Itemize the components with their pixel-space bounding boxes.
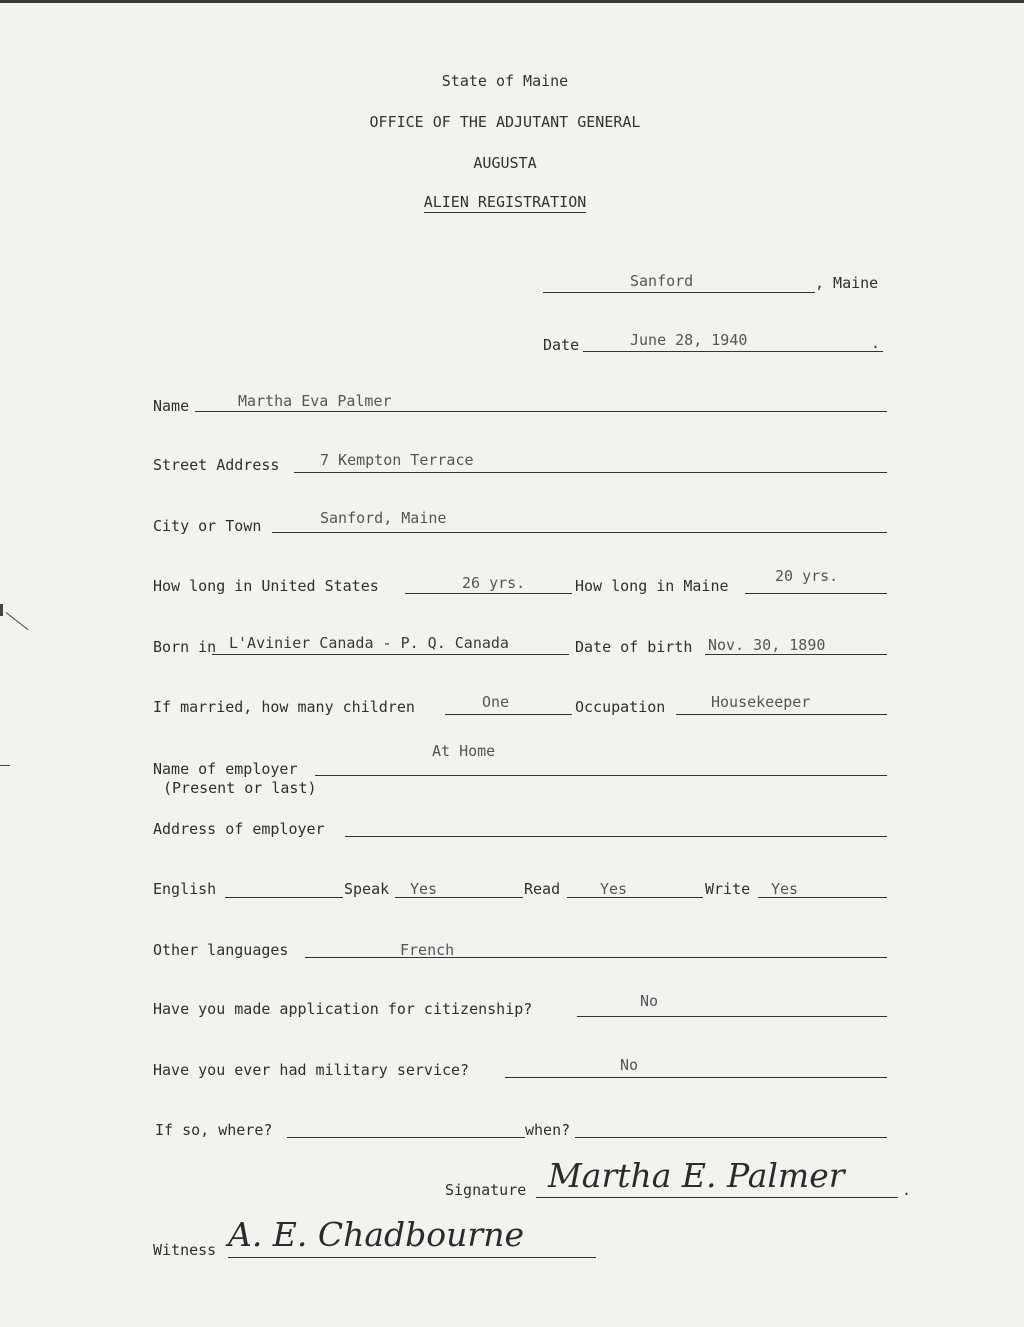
write-value: Yes	[771, 880, 799, 898]
street-label: Street Address	[153, 456, 280, 474]
signature-value: Martha E. Palmer	[548, 1156, 845, 1195]
born-label: Born in	[153, 638, 217, 656]
date-line	[583, 351, 883, 352]
signature-line	[536, 1197, 898, 1198]
write-label: Write	[705, 880, 751, 898]
name-value: Martha Eva Palmer	[238, 392, 392, 410]
occupation-line	[676, 714, 887, 715]
other-languages-label: Other languages	[153, 941, 289, 959]
date-label: Date	[543, 336, 580, 354]
other-languages-line	[305, 957, 887, 958]
maine-years-line	[745, 593, 887, 594]
witness-label: Witness	[153, 1241, 217, 1259]
employer-address-label: Address of employer	[153, 820, 325, 838]
street-line	[294, 472, 887, 473]
name-label: Name	[153, 397, 190, 415]
us-years-value: 26 yrs.	[462, 574, 526, 592]
dob-label: Date of birth	[575, 638, 693, 656]
date-end-mark: .	[871, 334, 881, 352]
read-label: Read	[524, 880, 561, 898]
speak-line	[395, 897, 523, 898]
employer-label: Name of employer	[153, 760, 298, 778]
witness-flourish	[228, 1257, 596, 1258]
us-years-label: How long in United States	[153, 577, 379, 595]
employer-value: At Home	[432, 742, 496, 760]
place-line	[543, 292, 815, 293]
form-title	[0, 193, 1010, 211]
dob-line	[705, 654, 887, 655]
scan-mark	[0, 604, 3, 616]
read-value: Yes	[600, 880, 628, 898]
signature-end-mark: .	[902, 1181, 912, 1199]
employer-line	[315, 775, 887, 776]
military-label: Have you ever had military service?	[153, 1061, 470, 1079]
born-line	[212, 654, 569, 655]
header-city: AUGUSTA	[473, 154, 537, 172]
read-line	[567, 897, 703, 898]
speak-label: Speak	[344, 880, 390, 898]
maine-years-value: 20 yrs.	[775, 567, 839, 585]
when-line	[575, 1137, 887, 1138]
citizenship-label: Have you made application for citizenship?	[153, 1000, 533, 1018]
place-suffix: , Maine	[815, 274, 879, 292]
city-value: Sanford, Maine	[320, 509, 447, 527]
scan-mark	[0, 765, 10, 766]
speak-value: Yes	[410, 880, 438, 898]
citizenship-value: No	[640, 992, 659, 1010]
employer-address-line	[345, 836, 887, 837]
header-office: OFFICE OF THE ADJUTANT GENERAL	[369, 113, 641, 131]
children-label: If married, how many children	[153, 698, 415, 716]
where-label: If so, where?	[155, 1121, 273, 1139]
where-line	[287, 1137, 525, 1138]
other-languages-value: French	[400, 941, 455, 959]
english-line	[225, 897, 343, 898]
military-line	[505, 1077, 887, 1078]
header-state: State of Maine	[441, 72, 569, 90]
children-line	[445, 714, 572, 715]
when-label: when?	[525, 1121, 571, 1139]
children-value: One	[482, 693, 510, 711]
city-label: City or Town	[153, 517, 262, 535]
dob-value: Nov. 30, 1890	[708, 636, 826, 654]
occupation-label: Occupation	[575, 698, 666, 716]
citizenship-line	[577, 1016, 887, 1017]
maine-years-label: How long in Maine	[575, 577, 729, 595]
date-value: June 28, 1940	[630, 331, 748, 349]
place-value: Sanford	[630, 272, 694, 290]
english-label: English	[153, 880, 217, 898]
form-title-text: ALIEN REGISTRATION	[423, 193, 587, 211]
city-line	[272, 532, 887, 533]
military-value: No	[620, 1056, 639, 1074]
street-value: 7 Kempton Terrace	[320, 451, 474, 469]
us-years-line	[405, 593, 572, 594]
employer-sublabel: (Present or last)	[163, 779, 317, 797]
witness-value: A. E. Chadbourne	[228, 1215, 524, 1254]
name-line	[195, 411, 887, 412]
born-value: L'Avinier Canada - P. Q. Canada	[229, 634, 509, 652]
scan-mark	[6, 612, 29, 630]
page-top-edge	[0, 0, 1024, 3]
occupation-value: Housekeeper	[711, 693, 811, 711]
write-line	[758, 897, 887, 898]
signature-label: Signature	[445, 1181, 527, 1199]
